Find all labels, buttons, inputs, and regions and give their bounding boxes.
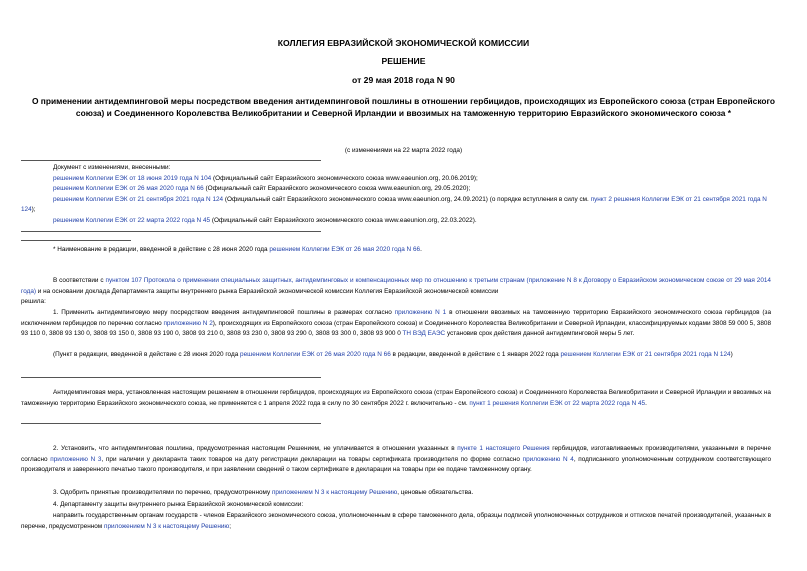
change-text: (Официальный сайт Евразийского экономического союза www.eaeunion.org, 24.09.2021) (о порядке вступления в силу см. [223, 195, 591, 203]
edition-text: ) [730, 351, 733, 358]
change-text: (Официальный сайт Евразийского экономического союза www.eaeunion.org, 20.06.2019); [211, 174, 478, 182]
change-item [21, 174, 771, 185]
annex-3-link[interactable]: приложением N 3 к настоящему Решению [271, 489, 398, 496]
item-text: ), происходящих из Европейского союза (стран Европейского союза) и Соединенного Королевства Великобритании и Северной Ирландии, классифицируемых кодами 3808 59 000 5, 3808 93 110 0, 3808 93 130 0, 3808 93 150 0, 3808 93 190 0, 3808 93 210 0, 3808 93 230 0, 3808 93 290 0, 3808 93 300 0, 3808 93 900 0 [21, 319, 771, 337]
footnote [21, 245, 771, 256]
item-text: , при наличии у декларанта таких товаров на дату регистрации декларации на товары сертификата производителя по форме согласно [101, 455, 523, 463]
change-text: (Официальный сайт Евразийского экономического союза www.eaeunion.org, 22.03.2022). [210, 216, 477, 224]
item-4-text [21, 511, 771, 532]
item-text: установив срок действия данной антидемпинговой меры 5 лет. [445, 330, 635, 337]
change-item [21, 195, 771, 216]
annex-3-link[interactable]: приложению N 3 [50, 455, 102, 463]
preamble [21, 276, 771, 297]
change-link[interactable]: решением Коллегии ЕЭК от 21 сентября 2021 года N 124 [53, 195, 224, 203]
document-type: РЕШЕНИЕ [381, 56, 426, 66]
change-link[interactable]: решением Коллегии ЕЭК от 22 марта 2022 года N 45 [53, 216, 211, 224]
edition-text: (Пункт в редакции, введенной в действие с 28 июня 2020 года [53, 351, 241, 358]
item-text: , ценовые обязательства. [397, 489, 474, 496]
item-3 [21, 488, 771, 499]
item-2 [21, 444, 771, 476]
suspension-note [21, 388, 771, 409]
changes-intro: Документ с изменениями, внесенными: [53, 164, 171, 171]
item-text: 2. Установить, что антидемпинговая пошлина, предусмотренная настоящим Решением, не уплачивается в отношении указанных в [53, 445, 458, 452]
change-link[interactable]: пункт 2 решения Коллегии ЕЭК от 21 сентября 2021 года N 124 [21, 195, 767, 213]
edition-link[interactable]: решением Коллегии ЕЭК от 21 сентября 2021 года N 124 [560, 351, 731, 358]
item-text: в отношении ввозимых на таможенную территорию Евразийского экономического союза гербицидов (за исключением гербицидов по перечню согласно [21, 309, 771, 327]
change-item [21, 216, 771, 227]
document-title: О применении антидемпинговой меры посредством введения антидемпинговой пошлины в отношении гербицидов, происходящих из Европейского союза (стран Европейского союза) и Соединенного Королевства Великобритании и Северной Ирландии и ввозимых на таможенную территорию Евразийского экономического союза * [31, 96, 776, 118]
item-text: гербицидов, изготавливаемых производителями, указанными в перечне согласно [21, 445, 771, 463]
item-text: 1. Применить антидемпинговую меру посредством введения антидемпинговой пошлины в размерах согласно [53, 309, 395, 316]
annex-2-link[interactable]: приложению N 2 [163, 319, 213, 327]
change-item [21, 184, 771, 195]
item-1 [21, 308, 771, 340]
footnote-text: . [420, 246, 422, 253]
footnote-link[interactable]: решением Коллегии ЕЭК от 26 мая 2020 года N 66 [269, 246, 421, 253]
footnote-text: * Наименование в редакции, введенной в действие с 28 июня 2020 года [53, 246, 270, 253]
item-text: , подписанного уполномоченным сотрудником соответствующего производителя и заверенного печатью такого производителя, и при заявлении сведений о таком сертификате в декларации на товары при ее подаче таможенному органу. [21, 455, 772, 473]
item-text: 3. Одобрить принятые производителями по перечню, предусмотренному [53, 489, 272, 496]
preamble-text: и на основании доклада Департамента защиты внутреннего рынка Евразийской экономической комиссии Коллегия Евразийской экономической комиссии [36, 287, 499, 295]
item-text: ; [229, 522, 232, 530]
footnote-divider [21, 240, 131, 241]
preamble-text: В соответствии с [53, 277, 106, 284]
divider [21, 423, 321, 424]
change-text: (Официальный сайт Евразийского экономического союза www.eaeunion.org, 29.05.2020); [203, 185, 471, 192]
item-1-link[interactable]: пункте 1 настоящего Решения [457, 445, 550, 452]
annex-1-link[interactable]: приложению N 1 [394, 309, 447, 316]
item-text: направить государственным органам государств - членов Евразийского экономического союза, уполномоченным в сфере таможенного дела, образцы подписей уполномоченных сотрудников и оттисков печатей производителей, указанных в перечне, предусмотренном [21, 512, 771, 530]
revision-note: (с изменениями на 22 марта 2022 года) [344, 147, 463, 154]
document-date: от 29 мая 2018 года N 90 [352, 75, 455, 85]
annex-4-link[interactable]: приложению N 4 [522, 455, 574, 463]
suspension-text: . [645, 399, 647, 407]
divider [21, 377, 321, 378]
change-link[interactable]: решением Коллегии ЕЭК от 18 июня 2019 года N 104 [53, 174, 212, 182]
divider [21, 160, 321, 161]
annex-3-link[interactable]: приложением N 3 к настоящему Решению [103, 522, 230, 530]
suspension-link[interactable]: пункт 1 решения Коллегии ЕЭК от 22 марта 2022 года N 45 [469, 399, 646, 407]
decided-label: решила: [21, 298, 46, 305]
item-1-edition-note [21, 350, 771, 361]
edition-text: в редакции, введенной в действие с 1 января 2022 года [390, 351, 561, 358]
item-4: 4. Департаменту защиты внутреннего рынка Евразийской экономической комиссии: [53, 501, 304, 508]
organization-heading: КОЛЛЕГИЯ ЕВРАЗИЙСКОЙ ЭКОНОМИЧЕСКОЙ КОМИССИИ [277, 38, 530, 48]
suspension-text: Антидемпинговая мера, установленная настоящим решением в отношении гербицидов, происходящих из Европейского союза (стран Европейского союза) и Соединенного Королевства Великобритании и Северной Ирландии и ввозимых на таможенную территорию Евразийского экономического союза, не применяется с 1 апреля 2022 года в силу по 30 сентября 2022 г. включительно - см. [21, 389, 771, 407]
edition-link[interactable]: решением Коллегии ЕЭК от 26 мая 2020 года N 66 [240, 351, 391, 358]
change-link[interactable]: решением Коллегии ЕЭК от 26 мая 2020 года N 66 [53, 185, 204, 192]
divider [21, 231, 321, 232]
tnved-link[interactable]: ТН ВЭД ЕАЭС [402, 330, 446, 337]
change-text: ); [31, 206, 36, 213]
protocol-link[interactable]: пунктом 107 Протокола о применении специальных защитных, антидемпинговых и компенсационных мер по отношению к третьим странам (приложение N 8 к Договору о Евразийском экономическом союзе от 29 мая 2014 года) [21, 277, 771, 295]
changes-block [21, 163, 771, 226]
